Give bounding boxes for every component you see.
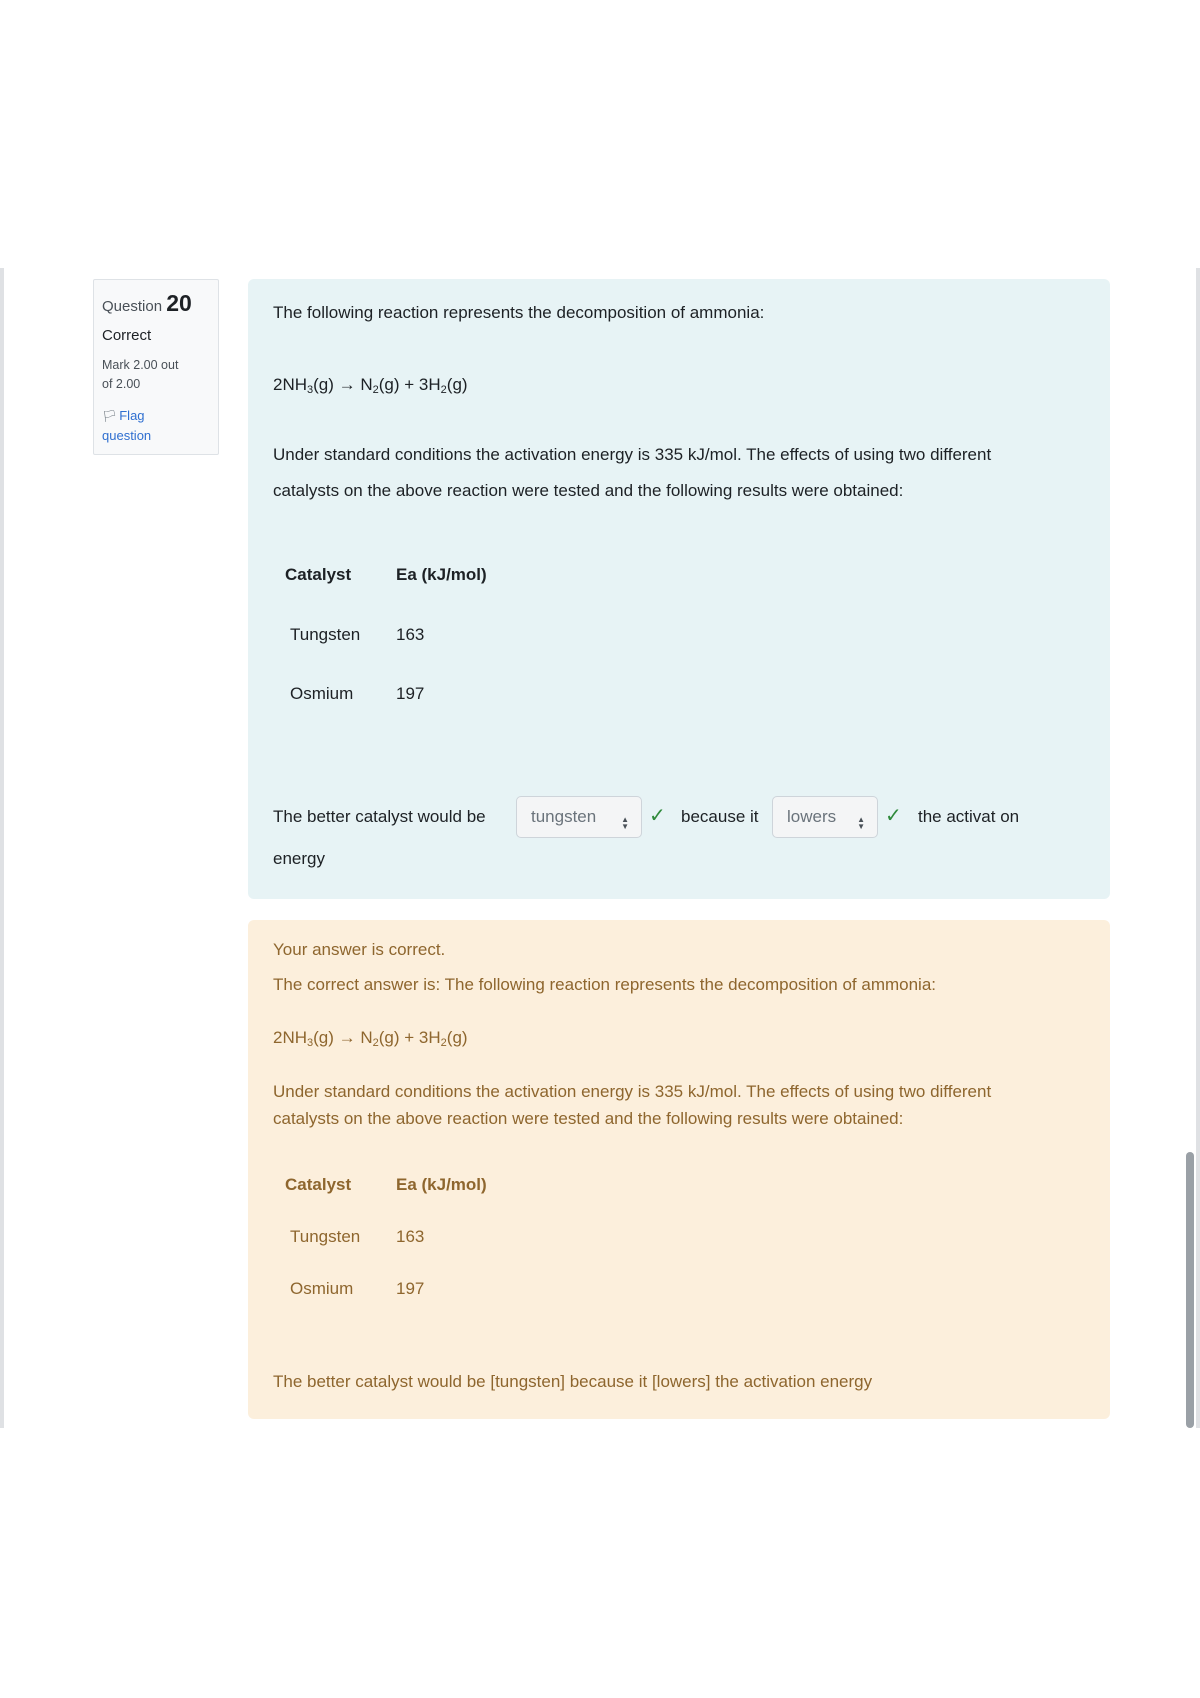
- equation-part: (g): [446, 1028, 468, 1047]
- equation-subscript: 2: [440, 384, 447, 396]
- question-number: 20: [166, 290, 192, 316]
- select-caret-icon: [857, 797, 865, 837]
- feedback-table-cell-catalyst: Tungsten: [290, 1227, 361, 1246]
- effect-select[interactable]: [772, 796, 878, 838]
- conditions-text: [273, 437, 1093, 509]
- reaction-equation: [273, 375, 468, 396]
- question-intro: The following reaction represents the decomposition of ammonia:: [273, 303, 765, 322]
- conditions-line-2: catalysts on the above reaction were tested and the following results were obtained:: [273, 481, 904, 500]
- question-number-line: [102, 290, 210, 317]
- check-icon: ✓: [649, 805, 666, 827]
- question-grade: [102, 356, 210, 394]
- conditions-line-1: Under standard conditions the activation energy is 335 kJ/mol. The effects of using two different: [273, 445, 992, 464]
- table-header-ea: Ea (kJ/mol): [396, 565, 487, 584]
- equation-part: 2NH: [273, 375, 308, 394]
- scrollbar-thumb[interactable]: [1186, 1152, 1194, 1428]
- sentence-part-2: because it: [681, 807, 759, 826]
- sort-arrows-icon: ▲ ▼: [621, 815, 629, 831]
- question-info: [93, 279, 219, 455]
- equation-part: (g) → N: [313, 1028, 373, 1047]
- feedback-result: Your answer is correct.: [273, 940, 446, 959]
- sentence-part-4: energy: [273, 849, 325, 868]
- feedback-table-cell-ea: 163: [396, 1227, 425, 1246]
- grade-line-1: Mark 2.00 out: [102, 358, 179, 372]
- answer-feedback: [248, 920, 1110, 1419]
- catalyst-select-value: tungsten: [531, 807, 597, 826]
- equation-part: (g) → N: [313, 375, 373, 394]
- table-header-catalyst: Catalyst: [285, 565, 352, 584]
- sentence-part-3: the activat on: [918, 807, 1020, 826]
- feedback-conditions-line-1: Under standard conditions the activation energy is 335 kJ/mol. The effects of using two different: [273, 1082, 992, 1101]
- feedback-answer-sentence: The better catalyst would be [tungsten] because it [lowers] the activation energy: [273, 1372, 873, 1391]
- flag-icon: 🏳︎: [102, 409, 118, 423]
- equation-part: (g) + 3H: [378, 375, 441, 394]
- question-state: Correct: [102, 327, 152, 344]
- equation-subscript: 2: [372, 1037, 379, 1049]
- equation-part: (g): [446, 375, 468, 394]
- equation-subscript: 3: [307, 1037, 314, 1049]
- table-cell-catalyst: Osmium: [290, 684, 354, 703]
- question-label: Question: [102, 298, 163, 315]
- table-cell-catalyst: Tungsten: [290, 625, 361, 644]
- sentence-part-1: The better catalyst would be: [273, 807, 486, 826]
- table-cell-ea: 163: [396, 625, 425, 644]
- equation-subscript: 2: [372, 384, 379, 396]
- flag-label-1: Flag: [119, 408, 145, 423]
- flag-label-2: question: [102, 428, 152, 443]
- table-cell-ea: 197: [396, 684, 425, 703]
- catalyst-select[interactable]: [516, 796, 642, 838]
- question-formulation: [248, 279, 1110, 899]
- feedback-conditions-line-2: catalysts on the above reaction were tested and the following results were obtained:: [273, 1109, 904, 1128]
- feedback-table-header-catalyst: Catalyst: [285, 1175, 352, 1194]
- feedback-conditions: [273, 1078, 1093, 1132]
- equation-subscript: 3: [307, 384, 314, 396]
- feedback-table-cell-catalyst: Osmium: [290, 1279, 354, 1298]
- select-caret-icon: [621, 797, 629, 837]
- check-icon: ✓: [885, 805, 902, 827]
- equation-part: (g) + 3H: [378, 1028, 441, 1047]
- flag-question-link[interactable]: [102, 406, 210, 445]
- equation-subscript: 2: [440, 1037, 447, 1049]
- feedback-equation: [273, 1028, 468, 1049]
- feedback-table-header-ea: Ea (kJ/mol): [396, 1175, 487, 1194]
- effect-select-value: lowers: [787, 807, 837, 826]
- equation-part: 2NH: [273, 1028, 308, 1047]
- sort-arrows-icon: ▲ ▼: [857, 815, 865, 831]
- feedback-table-cell-ea: 197: [396, 1279, 425, 1298]
- feedback-correct-intro: The correct answer is: The following reaction represents the decomposition of ammonia:: [273, 975, 937, 994]
- grade-line-2: of 2.00: [102, 377, 141, 391]
